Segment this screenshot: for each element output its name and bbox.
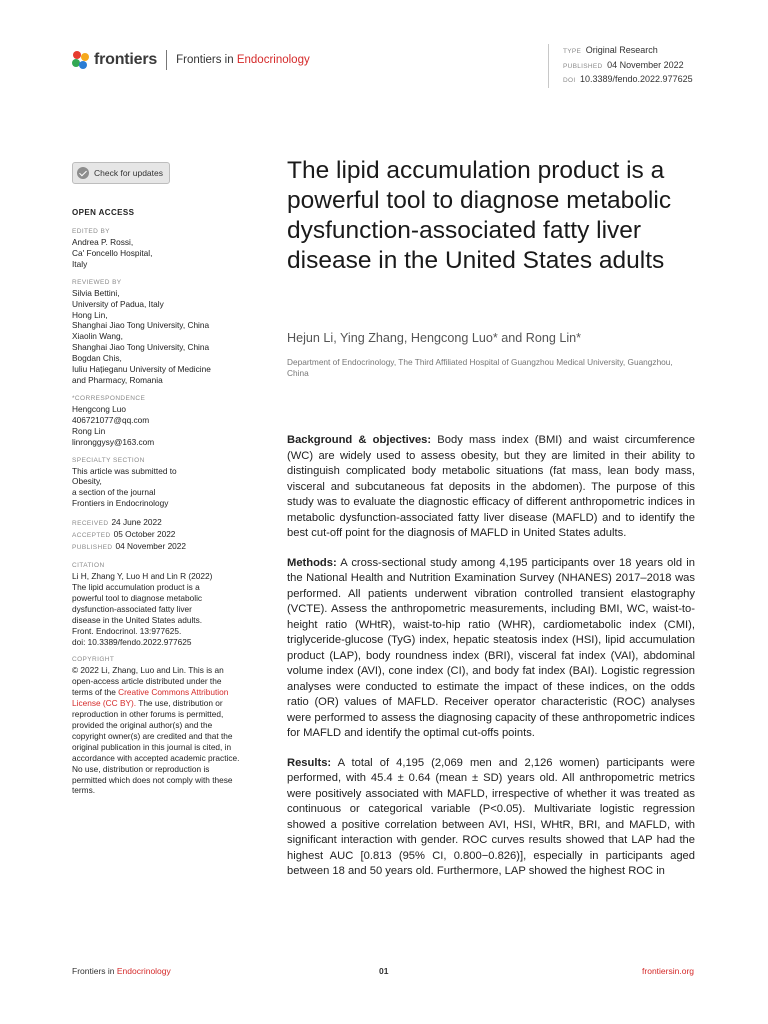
accepted-label: ACCEPTED [72, 532, 111, 540]
type-label: TYPE [563, 48, 582, 55]
page-number: 01 [379, 966, 389, 976]
results-heading: Results: [287, 756, 332, 769]
correspondence [72, 394, 242, 448]
article-type [563, 44, 693, 59]
list-line: Iuliu Hațieganu University of Medicine [72, 364, 211, 375]
reviewed-by-label: REVIEWED BY [72, 278, 122, 286]
frontiers-logo[interactable] [72, 50, 310, 70]
specialty-section [72, 456, 242, 510]
accepted-date [72, 529, 242, 541]
citation-list [72, 571, 242, 647]
sidebar-published-date [72, 541, 242, 553]
background-heading: Background & objectives: [287, 434, 432, 446]
list-line: Xiaolin Wang, [72, 331, 123, 342]
sidebar-published-value: 04 November 2022 [115, 541, 187, 552]
list-line: Hong Lin, [72, 309, 108, 320]
journal-prefix: Frontiers in [176, 54, 234, 66]
list-line: Shanghai Jiao Tong University, China [72, 320, 210, 331]
reviewed-by-list [72, 288, 242, 386]
correspondence-label: *CORRESPONDENCE [72, 394, 146, 402]
copyright-label: COPYRIGHT [72, 656, 115, 664]
list-line: Italy [72, 258, 88, 269]
received-date [72, 517, 242, 529]
list-line: Li H, Zhang Y, Luo H and Lin R (2022) [72, 571, 213, 582]
list-line: Obesity, [72, 476, 102, 487]
accepted-value: 05 October 2022 [113, 529, 176, 540]
list-line: Rong Lin [72, 425, 106, 436]
published-label: PUBLISHED [563, 62, 603, 70]
list-line: Frontiers in Endocrinology [72, 498, 169, 509]
correspondence-list[interactable] [72, 404, 242, 448]
list-line: Front. Endocrinol. 13:977625. [72, 625, 182, 636]
copyright-text [72, 665, 242, 796]
methods-heading: Methods: [287, 556, 337, 569]
received-label: RECEIVED [72, 520, 109, 528]
article-authors: Hejun Li, Ying Zhang, Hengcong Luo* and Rong Lin* [287, 331, 582, 345]
list-line: 406721077@qq.com [72, 414, 150, 425]
received-value: 24 June 2022 [111, 517, 162, 528]
background-text: Body mass index (BMI) and waist circumference (WC) are widely used to assess obesity, but they are limited in their ability to distinguish complicated body metabolic situations (fat mass, lean body mass, visceral and subcutaneous fat deposits in the abdomen). The purpose of this study was to evaluate the diagnostic efficacy of different anthropometric indices in metabolic dysfunction-associated fatty liver disease (MAFLD) and to identify the best cut-off point for the diagnosis of MAFLD in United States adults. [287, 434, 695, 539]
published-value: 04 November 2022 [607, 59, 684, 70]
copyright [72, 655, 242, 796]
edited-by-list [72, 237, 242, 270]
frontiers-logo-icon [72, 51, 90, 69]
list-line: The lipid accumulation product is a [72, 582, 200, 593]
journal-name: Endocrinology [236, 54, 310, 66]
citation-label: CITATION [72, 562, 105, 570]
checkmark-icon [77, 167, 89, 179]
cc-by-license-link[interactable]: Creative Commons Attribution License (CC BY). [72, 687, 229, 709]
abstract-background [287, 433, 695, 542]
copyright-pre: © 2022 Li, Zhang, Luo and Lin. This is an open-access article distributed under the terms of the [72, 665, 224, 698]
article-title: The lipid accumulation product is a powerful tool to diagnose metabolic dysfunction-associated fatty liver disease in the United States adults [287, 157, 672, 274]
published-date [563, 59, 693, 74]
footer-journal-name: Endocrinology [116, 966, 171, 976]
list-line: This article was submitted to [72, 465, 177, 476]
list-line: doi: 10.3389/fendo.2022.977625 [72, 636, 192, 647]
list-line: Shanghai Jiao Tong University, China [72, 342, 210, 353]
check-for-updates-button[interactable] [72, 162, 170, 184]
specialty-label: SPECIALTY SECTION [72, 456, 145, 464]
journal-title[interactable] [176, 54, 310, 66]
open-access-label: OPEN ACCESS [72, 208, 135, 217]
list-line: Hengcong Luo [72, 403, 126, 414]
footer-journal-prefix: Frontiers in [72, 966, 115, 976]
list-line: University of Padua, Italy [72, 298, 164, 309]
logo-divider [166, 50, 167, 70]
article-dates [72, 517, 242, 553]
list-line: powerful tool to diagnose metabolic [72, 592, 203, 603]
sidebar [72, 162, 242, 804]
brand-name: frontiers [94, 51, 158, 68]
list-line: a section of the journal [72, 487, 156, 498]
article-meta [548, 44, 693, 88]
methods-text: A cross-sectional study among 4,195 participants over 18 years old in the National Health and Nutrition Examination Survey (NHANES) 2017–2018 was performed. All patients underwent vibration controlled transient elastography (VCTE). Assess the anthropometric measurements, including BMI, WC, waist-to-height ratio (WHtR), waist-to-hip ratio (WHR), cardiometabolic index (CMI), triglyceride-glucose (TyG) index, hepatic steatosis index (HSI), lipid accumulation product (LAP), body roundness index (BRI), visceral fat index (VAI), abdominal volume index (AVI), cone index (CI), and body fat index (BAI). Logistic regression analyses were conducted to estimate the impact of these indices, on the odds ratio (OR) values of MAFLD. Receiver operator characteristic (ROC) analyses were performed to assess the diagnosing capacity of these anthropometric indices for MAFLD and identify the optimal cut-offs points. [287, 556, 695, 739]
footer-journal[interactable] [72, 966, 171, 976]
author-affiliation: Department of Endocrinology, The Third Affiliated Hospital of Guangzhou Medical University, Guangzhou, China [287, 357, 673, 379]
list-line: Ca' Foncello Hospital, [72, 247, 153, 258]
citation [72, 561, 242, 647]
edited-by [72, 227, 242, 270]
list-line: Silvia Bettini, [72, 287, 120, 298]
footer-site-link[interactable]: frontiersin.org [642, 966, 694, 976]
specialty-list [72, 466, 242, 510]
sidebar-published-label: PUBLISHED [72, 544, 113, 552]
list-line: and Pharmacy, Romania [72, 374, 163, 385]
reviewed-by [72, 278, 242, 386]
list-line: Andrea P. Rossi, [72, 237, 134, 247]
copyright-post: The use, distribution or reproduction in other forums is permitted, provided the original author(s) and the copyright owner(s) are credited and that the original publication in this journal is cited, in accordance with accepted academic practice. No use, distribution or reproduction is permitted which does not comply with these terms. [72, 698, 240, 796]
list-line: linronggysy@163.com [72, 436, 155, 447]
results-text: A total of 4,195 (2,069 men and 2,126 women) participants were performed, with 45.4 ± 0.64 (mean ± SD) years old. All anthropometric metrics were positively associated with MAFLD, irrespective of whether it was treated as continuous or categorical variable (P<0.05). Multivariate logistic regression showed a positive correlation between AVI, HSI, WHtR, BRI, and MAFLD, with significant interaction with gender. ROC curves results showed that LAP had the highest AUC [0.813 (95% CI, 0.800−0.826)], especially in participants aged between 18 and 50 years old. Furthermore, LAP showed the highest ROC in [287, 756, 695, 877]
list-line: dysfunction-associated fatty liver [72, 603, 192, 614]
doi-label: DOI [563, 77, 576, 84]
list-line: Bogdan Chis, [72, 353, 122, 364]
list-line: disease in the United States adults. [72, 614, 203, 625]
edited-by-label: EDITED BY [72, 228, 110, 235]
abstract-methods [287, 556, 695, 742]
abstract-results [287, 756, 695, 880]
doi [563, 73, 693, 88]
doi-value[interactable]: 10.3389/fendo.2022.977625 [579, 74, 693, 84]
type-value: Original Research [585, 45, 658, 55]
check-updates-label: Check for updates [94, 168, 163, 178]
abstract [287, 433, 695, 894]
